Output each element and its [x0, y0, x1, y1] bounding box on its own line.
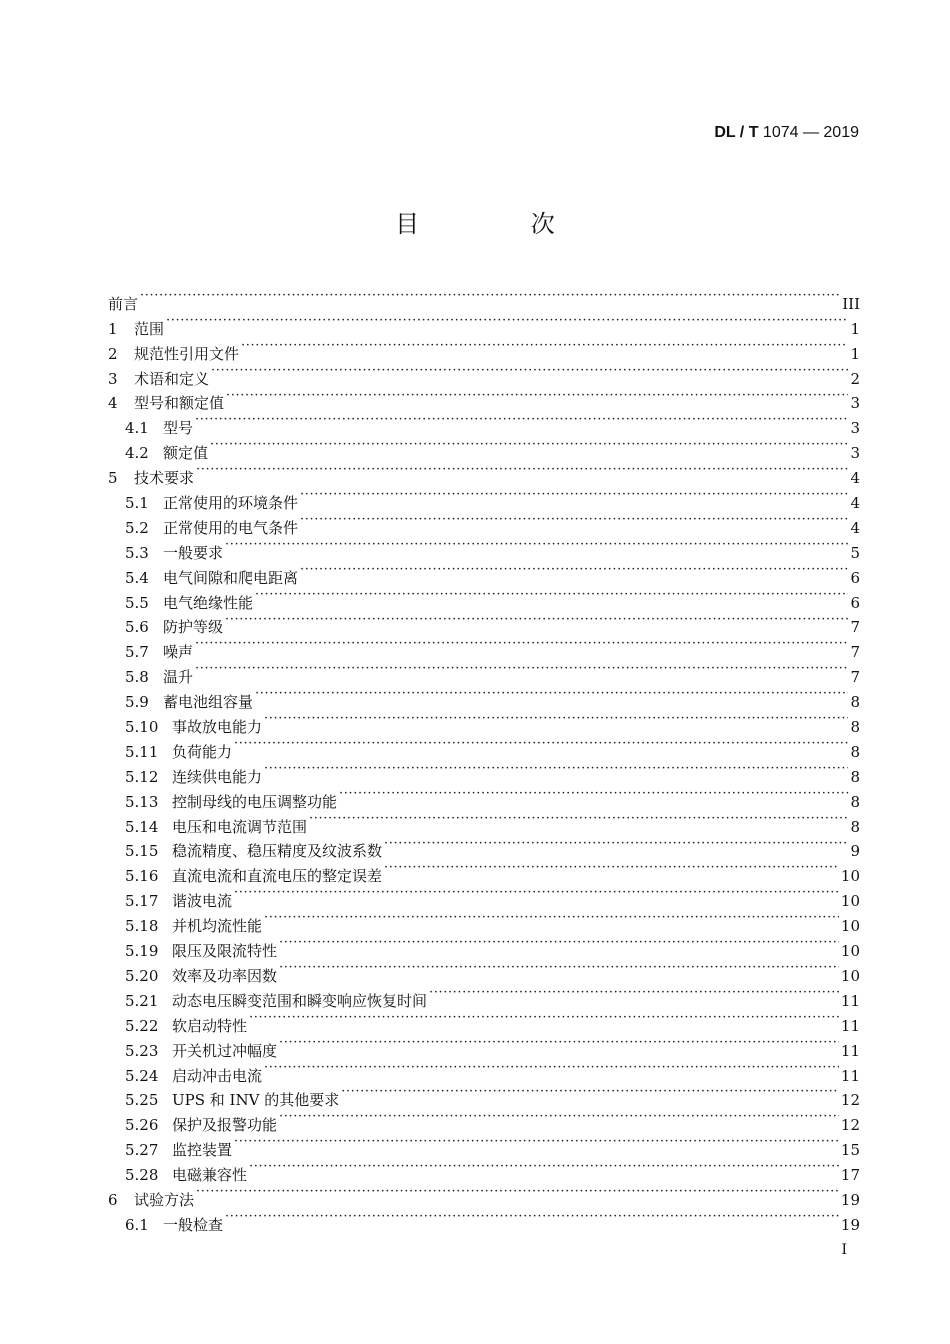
toc-entry-label: 一般检查 — [163, 1215, 224, 1234]
toc-entry-page: 1 — [850, 344, 860, 363]
toc-entry-label: 直流电流和直流电压的整定误差 — [172, 867, 383, 886]
toc-entry-page: 7 — [850, 668, 860, 687]
toc-entry-page: 8 — [850, 792, 860, 811]
toc-entry[interactable] — [108, 632, 860, 662]
toc-leader-dots — [279, 956, 839, 981]
toc-entry-page: 10 — [840, 942, 860, 961]
toc-entry[interactable] — [108, 309, 860, 338]
toc-entry-number: 4 — [108, 394, 118, 413]
toc-entry-page: 7 — [850, 618, 860, 637]
toc-entry-label: 事故放电能力 — [172, 718, 263, 737]
toc-leader-dots — [195, 632, 848, 657]
toc-entry-page: 9 — [850, 842, 860, 861]
toc-entry-label: 启动冲击电流 — [172, 1066, 263, 1085]
toc-entry-page: 6 — [850, 593, 860, 612]
toc-entry-number: 5.7 — [125, 643, 149, 662]
toc-entry-number: 2 — [108, 344, 118, 363]
toc-entry-number: 5.14 — [125, 817, 159, 836]
toc-entry-number: 6 — [108, 1190, 118, 1209]
page-number: I — [841, 1242, 847, 1258]
toc-entry-number: 5.3 — [125, 543, 149, 562]
toc-entry-page: 2 — [850, 369, 860, 388]
toc-entry-number: 5.10 — [125, 718, 159, 737]
toc-leader-dots — [279, 931, 839, 956]
toc-entry[interactable] — [108, 408, 860, 438]
toc-entry-page: 3 — [850, 419, 860, 438]
toc-entry[interactable] — [108, 483, 860, 513]
toc-leader-dots — [225, 533, 848, 558]
toc-entry-page: 11 — [840, 1066, 860, 1085]
toc-entry[interactable] — [108, 657, 860, 687]
toc-entry[interactable] — [108, 359, 860, 388]
toc-entry-label: 效率及功率因数 — [172, 966, 278, 985]
toc-entry-label: 谐波电流 — [172, 892, 233, 911]
toc-leader-dots — [249, 1155, 839, 1180]
toc-entry-label: 电磁兼容性 — [172, 1166, 248, 1185]
toc-entry-number: 5.16 — [125, 867, 159, 886]
page-title: 目 次 — [395, 210, 607, 238]
toc-leader-dots — [384, 856, 839, 881]
toc-entry-number: 5.26 — [125, 1116, 159, 1135]
toc-entry-label: 电气间隙和爬电距离 — [163, 568, 299, 587]
toc-entry-number: 5.6 — [125, 618, 149, 637]
toc-entry-label: 范围 — [134, 319, 165, 338]
toc-entry-page: 8 — [850, 742, 860, 761]
toc-entry-label: 动态电压瞬变范围和瞬变响应恢复时间 — [172, 991, 428, 1010]
toc-entry[interactable] — [108, 433, 860, 463]
toc-entry-label: 额定值 — [163, 444, 209, 463]
toc-entry-label: 正常使用的环境条件 — [163, 494, 299, 513]
toc-entry-label: 电压和电流调节范围 — [172, 817, 308, 836]
toc-entry-label: 控制母线的电压调整功能 — [172, 792, 338, 811]
toc-leader-dots — [384, 832, 848, 857]
toc-entry-number: 5.21 — [125, 991, 159, 1010]
toc-entry-label: 型号 — [163, 419, 194, 438]
toc-leader-dots — [234, 881, 839, 906]
toc-entry-page: 10 — [840, 892, 860, 911]
toc-entry-page: 10 — [840, 867, 860, 886]
toc-entry[interactable] — [108, 1205, 860, 1234]
toc-entry-page: 4 — [850, 469, 860, 488]
toc-entry-number: 5.19 — [125, 942, 159, 961]
toc-leader-dots — [300, 483, 848, 508]
toc-leader-dots — [226, 384, 848, 409]
toc-leader-dots — [196, 1180, 839, 1205]
toc-entry-number: 5.11 — [125, 742, 159, 761]
toc-entry-number: 4.2 — [125, 444, 149, 463]
toc-entry-label: 并机均流性能 — [172, 917, 263, 936]
toc-leader-dots — [166, 309, 848, 334]
toc-entry[interactable] — [108, 1180, 860, 1209]
toc-entry-number: 5.12 — [125, 767, 159, 786]
toc-leader-dots — [279, 1031, 839, 1056]
toc-entry-label: 技术要求 — [134, 469, 195, 488]
toc-entry-label: 前言 — [108, 294, 139, 313]
toc-entry[interactable] — [108, 458, 860, 488]
toc-leader-dots — [195, 657, 848, 682]
toc-leader-dots — [429, 981, 839, 1006]
toc-entry-number: 5 — [108, 469, 118, 488]
toc-leader-dots — [264, 707, 848, 732]
toc-leader-dots — [225, 608, 848, 633]
toc-entry-label: 正常使用的电气条件 — [163, 518, 299, 537]
toc-entry-number: 5.17 — [125, 892, 159, 911]
toc-leader-dots — [264, 1056, 839, 1081]
document-code — [714, 124, 859, 142]
toc-leader-dots — [210, 433, 848, 458]
toc-entry[interactable] — [108, 682, 860, 712]
toc-entry-number: 5.2 — [125, 518, 149, 537]
toc-leader-dots — [195, 408, 848, 433]
toc-entry-number: 5.27 — [125, 1141, 159, 1160]
toc-entry-label: UPS 和 INV 的其他要求 — [172, 1091, 340, 1110]
toc-entry-page: 4 — [850, 494, 860, 513]
toc-entry-page: 11 — [840, 1016, 860, 1035]
toc-entry-label: 规范性引用文件 — [134, 344, 240, 363]
toc-leader-dots — [234, 732, 848, 757]
toc-entry-page: 12 — [840, 1116, 860, 1135]
document-code-prefix: DL / T — [714, 124, 759, 141]
toc-entry-label: 电气绝缘性能 — [163, 593, 254, 612]
toc-entry-page: 1 — [850, 319, 860, 338]
toc-leader-dots — [264, 757, 848, 782]
toc-leader-dots — [264, 906, 839, 931]
toc-entry-page: 8 — [850, 767, 860, 786]
toc-leader-dots — [341, 1081, 839, 1106]
toc-entry-label: 温升 — [163, 668, 194, 687]
toc-entry-page: 8 — [850, 718, 860, 737]
toc-leader-dots — [255, 583, 848, 608]
toc-entry-page: 19 — [840, 1215, 860, 1234]
toc-entry-page: 8 — [850, 693, 860, 712]
toc-entry-page: 10 — [840, 917, 860, 936]
toc-entry-page: 10 — [840, 966, 860, 985]
toc-leader-dots — [300, 508, 848, 533]
toc-entry-label: 型号和额定值 — [134, 394, 225, 413]
toc-entry-page: 12 — [840, 1091, 860, 1110]
toc-leader-dots — [225, 1205, 839, 1230]
toc-entry-page: 3 — [850, 394, 860, 413]
toc-entry-page: 17 — [840, 1166, 860, 1185]
toc-entry-number: 5.20 — [125, 966, 159, 985]
toc-entry-number: 5.25 — [125, 1091, 159, 1110]
toc-leader-dots — [241, 334, 848, 359]
toc-entry-number: 5.28 — [125, 1166, 159, 1185]
toc-entry-label: 保护及报警功能 — [172, 1116, 278, 1135]
toc-entry-label: 一般要求 — [163, 543, 224, 562]
toc-entry-label: 稳流精度、稳压精度及纹波系数 — [172, 842, 383, 861]
toc-entry-label: 试验方法 — [134, 1190, 195, 1209]
toc-entry-label: 负荷能力 — [172, 742, 233, 761]
toc-leader-dots — [196, 458, 848, 483]
toc-entry-label: 连续供电能力 — [172, 767, 263, 786]
toc-leader-dots — [279, 1105, 839, 1130]
toc-entry-page: 7 — [850, 643, 860, 662]
toc-entry-number: 5.9 — [125, 693, 149, 712]
document-code-number: 1074 — 2019 — [762, 124, 859, 141]
toc-entry-page: 11 — [840, 991, 860, 1010]
toc-entry-number: 5.15 — [125, 842, 159, 861]
toc-leader-dots — [309, 807, 848, 832]
toc-entry-page: III — [842, 294, 860, 313]
toc-entry-number: 5.13 — [125, 792, 159, 811]
toc-entry-label: 术语和定义 — [134, 369, 210, 388]
toc-entry[interactable] — [108, 284, 860, 313]
toc-entry-label: 开关机过冲幅度 — [172, 1041, 278, 1060]
toc-entry[interactable] — [108, 384, 860, 413]
toc-entry-number: 5.22 — [125, 1016, 159, 1035]
toc-entry-label: 限压及限流特性 — [172, 942, 278, 961]
toc-entry-number: 5.1 — [125, 494, 149, 513]
toc-entry-page: 4 — [850, 518, 860, 537]
toc-entry-number: 5.23 — [125, 1041, 159, 1060]
toc-entry-number: 5.18 — [125, 917, 159, 936]
toc-entry-page: 3 — [850, 444, 860, 463]
toc-entry-number: 5.8 — [125, 668, 149, 687]
table-of-contents — [108, 284, 860, 1234]
toc-entry-page: 19 — [840, 1190, 860, 1209]
toc-leader-dots — [140, 284, 840, 309]
toc-entry-page: 6 — [850, 568, 860, 587]
toc-entry-number: 5.5 — [125, 593, 149, 612]
toc-entry-number: 3 — [108, 369, 118, 388]
toc-entry-number: 1 — [108, 319, 118, 338]
toc-leader-dots — [211, 359, 848, 384]
toc-entry-page: 5 — [850, 543, 860, 562]
toc-entry-label: 噪声 — [163, 643, 194, 662]
toc-entry-page: 8 — [850, 817, 860, 836]
toc-leader-dots — [255, 682, 848, 707]
toc-leader-dots — [300, 558, 848, 583]
toc-leader-dots — [249, 1006, 839, 1031]
toc-entry-page: 11 — [840, 1041, 860, 1060]
toc-entry-number: 5.24 — [125, 1066, 159, 1085]
toc-entry-label: 防护等级 — [163, 618, 224, 637]
toc-entry-label: 蓄电池组容量 — [163, 693, 254, 712]
toc-entry[interactable] — [108, 334, 860, 363]
toc-entry-number: 4.1 — [125, 419, 149, 438]
toc-entry-label: 软启动特性 — [172, 1016, 248, 1035]
toc-entry-number: 5.4 — [125, 568, 149, 587]
toc-entry-number: 6.1 — [125, 1215, 149, 1234]
toc-entry-page: 15 — [840, 1141, 860, 1160]
toc-leader-dots — [339, 782, 848, 807]
toc-leader-dots — [234, 1130, 839, 1155]
toc-entry-label: 监控装置 — [172, 1141, 233, 1160]
